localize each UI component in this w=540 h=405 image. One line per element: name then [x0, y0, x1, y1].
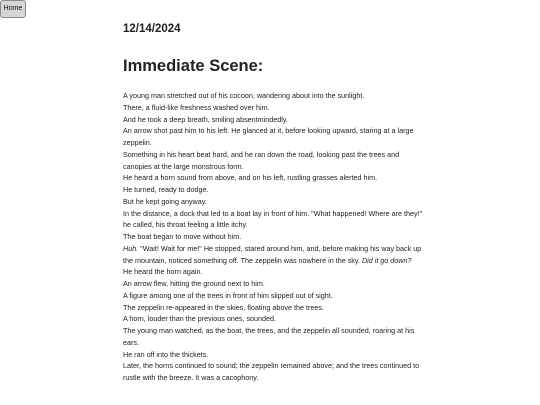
entry-date: 12/14/2024: [123, 23, 181, 35]
story-line: There, a fluid-like freshness washed over him.: [123, 102, 270, 112]
story-line: A young man stretched out of his cocoon, wandering about into the sunlight.: [123, 91, 365, 100]
story-line: He ran off into the thickets.: [123, 349, 209, 359]
story-line-text: "Wait! Wait for me!" He stopped, stared around him, and, before making his way back up the mountain, noticed something off. The zeppelin was nowhere in the sky.: [123, 243, 422, 265]
story-body: [123, 90, 423, 384]
story-line: The boat began to move without him.: [123, 232, 242, 241]
story-line: In the distance, a dock that led to a boat lay in front of him. "What happened! Where are they!" he called, his throat feeling a little itchy.: [123, 208, 423, 230]
story-line: The zeppelin re-appeared in the skies, floating above the trees.: [123, 302, 324, 312]
entry-heading: Immediate Scene:: [123, 57, 264, 75]
story-italic-lead: Huh.: [123, 243, 139, 253]
story-line: Later, the horns continued to sound; the zeppelin remained above; and the trees continued to rustle with the breeze. It was a cacophony.: [123, 361, 420, 382]
story-line: He heard the horn again.: [123, 267, 203, 277]
story-line: The young man watched, as the boat, the trees, and the zeppelin all sounded, roaring at his ears.: [123, 326, 415, 347]
story-line: He turned, ready to dodge.: [123, 185, 209, 194]
story-line: [123, 243, 423, 267]
story-line: A horn, louder than the previous ones, sounded.: [123, 314, 277, 324]
story-line: But he kept going anyway.: [123, 196, 207, 206]
story-line: An arrow shot past him to his left. He glanced at it, before looking upward, staring at a large zeppelin.: [123, 126, 414, 147]
story-line: He heard a horn sound from above, and on his left, rustling grasses alerted him.: [123, 173, 378, 183]
journal-entry: [123, 22, 423, 384]
story-line: Something in his heart beat hard, and he ran down the road, looking past the trees and canopies at the large monstrous form.: [123, 149, 400, 171]
story-line: A figure among one of the trees in front of him slipped out of sight.: [123, 290, 333, 300]
story-italic-tail: Did it go down?: [361, 255, 412, 265]
home-button[interactable]: Home: [0, 0, 26, 18]
story-line: And he took a deep breath, smiling absentmindedly.: [123, 114, 288, 124]
story-line: An arrow flew, hitting the ground next to him.: [123, 279, 265, 288]
